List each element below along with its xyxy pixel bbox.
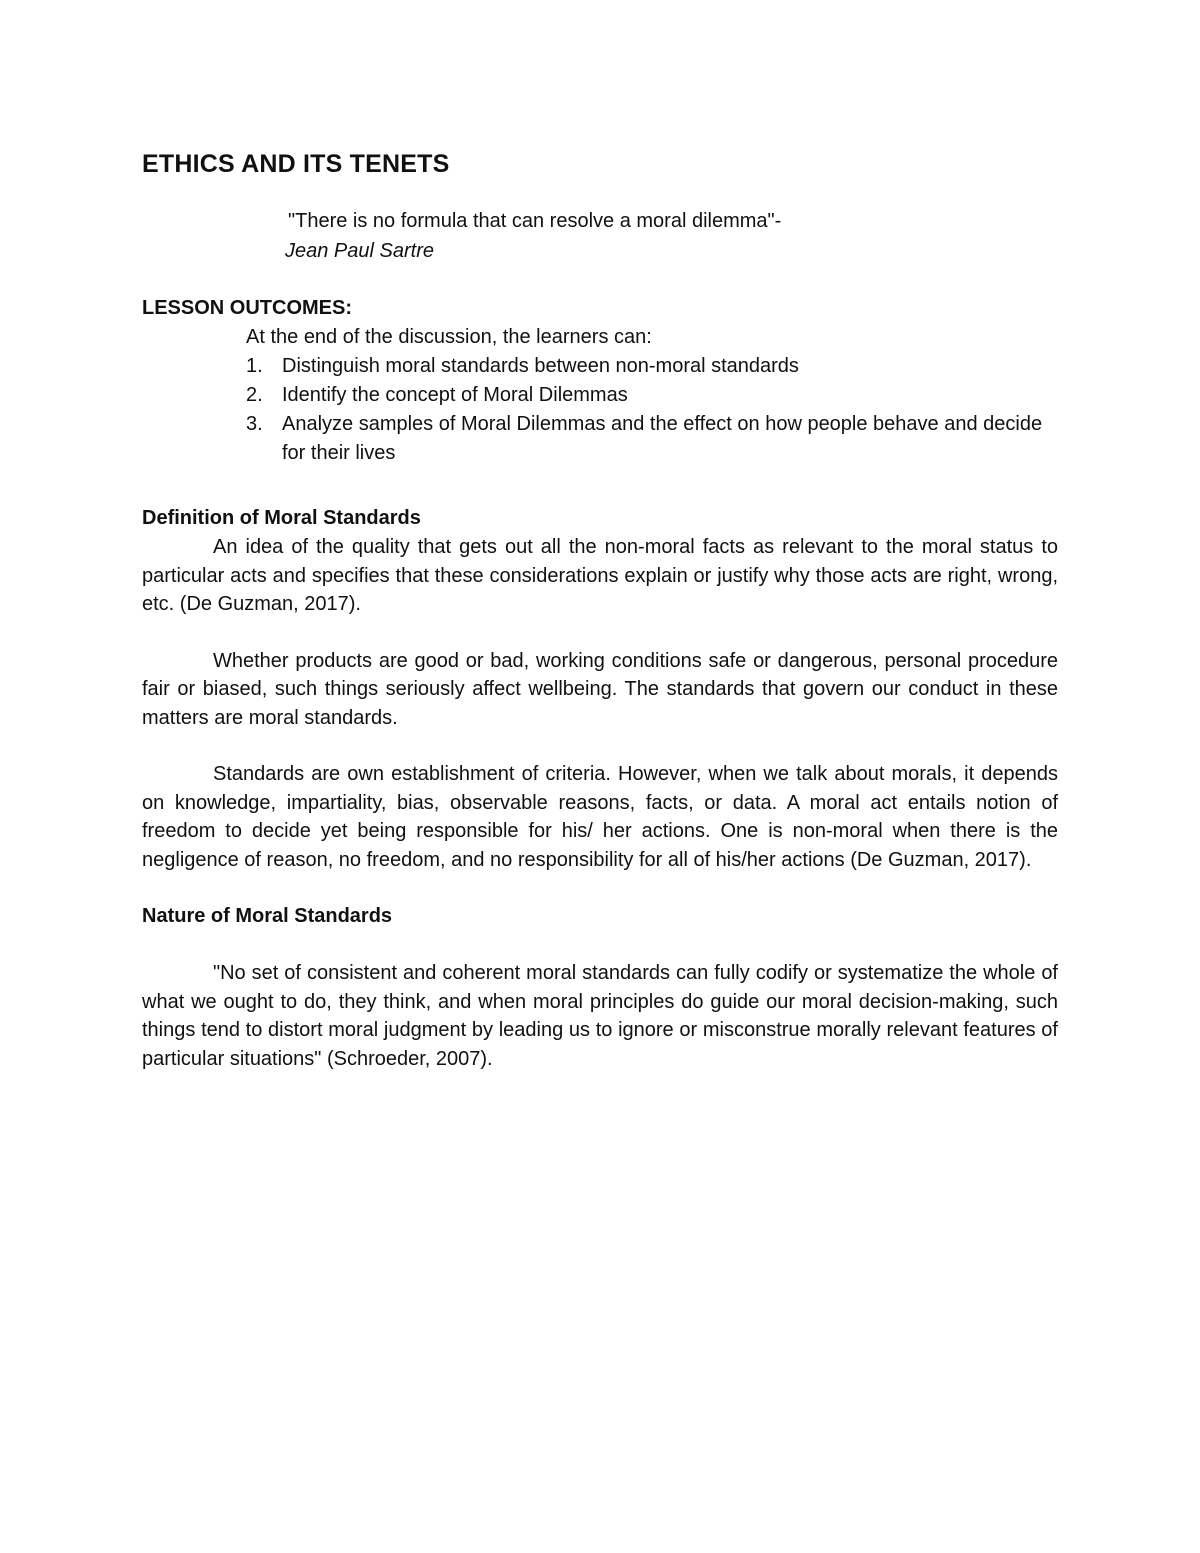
epigraph-quote [285, 206, 1058, 266]
definition-paragraph: Whether products are good or bad, working conditions safe or dangerous, personal procedure fair or biased, such things seriously affect wellbeing. The standards that govern our conduct in these matters are moral standards. [142, 649, 1058, 729]
list-item-number: 1. [246, 355, 263, 377]
list-item-text: Distinguish moral standards between non-moral standards [282, 355, 799, 377]
nature-heading: Nature of Moral Standards [142, 905, 393, 927]
list-item-number: 3. [246, 413, 263, 435]
list-item-text: Analyze samples of Moral Dilemmas and the effect on how people behave and decide for their lives [282, 413, 1043, 464]
lesson-outcomes-list [246, 352, 1058, 468]
list-item [246, 410, 1058, 468]
list-item-text: Identify the concept of Moral Dilemmas [282, 384, 628, 406]
quote-author: Jean Paul Sartre [285, 240, 434, 262]
nature-paragraph: "No set of consistent and coherent moral standards can fully codify or systematize the whole of what we ought to do, they think, and when moral principles do guide our moral decision-making, such things tend to distort moral judgment by leading us to ignore or misconstrue morally relevant features of particular situations" (Schroeder, 2007). [142, 962, 1058, 1070]
definition-heading: Definition of Moral Standards [142, 507, 421, 529]
lesson-outcomes-intro: At the end of the discussion, the learners can: [246, 326, 652, 348]
list-item-number: 2. [246, 384, 263, 406]
definition-paragraph: An idea of the quality that gets out all the non-moral facts as relevant to the moral status to particular acts and specifies that these considerations explain or justify why those acts are right, wrong, etc. (De Guzman, 2017). [142, 536, 1058, 615]
list-item [246, 352, 1058, 381]
definition-paragraph: Standards are own establishment of criteria. However, when we talk about morals, it depends on knowledge, impartiality, bias, observable reasons, facts, or data. A moral act entails notion of freedom to decide yet being responsible for his/ her actions. One is non-moral when there is the negligence of reason, no freedom, and no responsibility for all of his/her actions (De Guzman, 2017). [142, 763, 1058, 871]
lesson-outcomes-heading: LESSON OUTCOMES: [142, 297, 353, 319]
page-title: ETHICS AND ITS TENETS [142, 150, 450, 178]
lesson-outcomes [246, 323, 1058, 468]
list-item [246, 381, 1058, 410]
quote-text: "There is no formula that can resolve a moral dilemma"- [288, 210, 782, 232]
document-content [142, 148, 1058, 1073]
